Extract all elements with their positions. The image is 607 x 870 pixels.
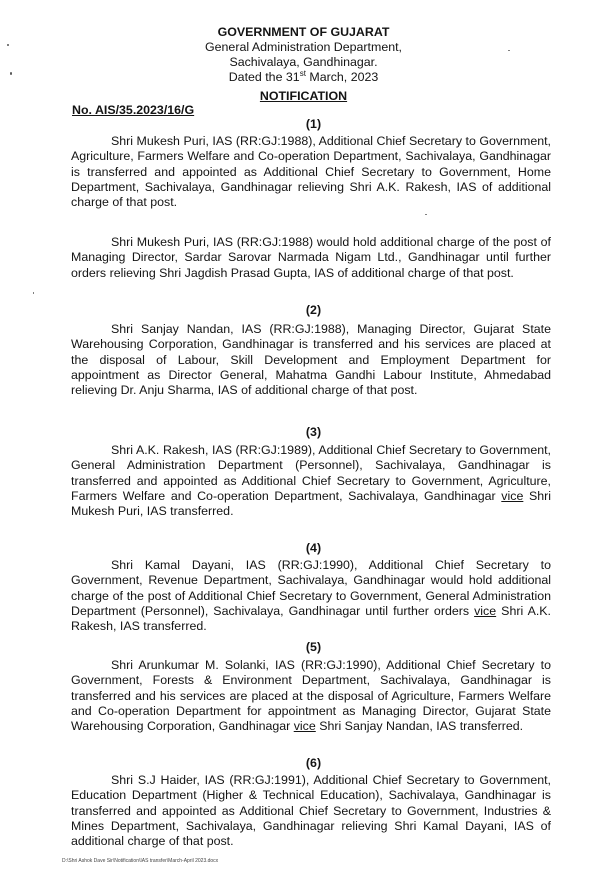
department-name: General Administration Department,: [205, 40, 402, 54]
dated-line: [0, 70, 607, 85]
office-place: Sachivalaya, Gandhinagar.: [229, 55, 378, 69]
section-number-6: (6): [305, 756, 322, 770]
section-number-4: (4): [305, 541, 322, 555]
file-path-footer: D:\Shri Ashok Dave Sir\Notification\IAS transfer\March-April 2023.docx: [62, 858, 219, 864]
date-prefix: Dated the 31: [228, 70, 300, 84]
vice-term: vice: [474, 603, 497, 618]
paragraph-text: Shri Sanjay Nandan, IAS (RR:GJ:1988), Managing Director, Gujarat State Warehousing Corporation, Gandhinagar is transferred and his services are placed at the disposal of Labour, Skill Development and Employment Department for appointment as Director General, Mahatma Gandhi Labour Institute, Ahmedabad relieving Dr. Anju Sharma, IAS of additional charge of that post.: [71, 322, 551, 398]
scan-speck: [10, 72, 12, 75]
notification-heading: NOTIFICATION: [259, 89, 348, 103]
section-5-paragraph-1: [71, 658, 551, 734]
scan-speck: [33, 292, 34, 294]
section-6-paragraph-1: [71, 773, 551, 849]
scan-speck: [425, 214, 427, 215]
paragraph-text: Shri Mukesh Puri, IAS (RR:GJ:1988) would hold additional charge of the post of Managing Director, Sardar Sarovar Narmada Nigam Ltd., Gandhinagar until further orders relieving Shri Jagdish Prasad Gupta, IAS of additional charge of that post.: [71, 235, 551, 280]
government-title: GOVERNMENT OF GUJARAT: [217, 25, 390, 39]
section-3-paragraph-1: [71, 443, 551, 519]
section-2-paragraph-1: [71, 322, 551, 398]
section-4-paragraph-1: [71, 558, 551, 634]
section-number-2: (2): [305, 303, 322, 317]
section-number-3: (3): [305, 425, 322, 439]
scan-speck: [508, 50, 510, 51]
vice-term: vice: [501, 488, 524, 503]
section-number-5: (5): [305, 640, 322, 654]
section-1-paragraph-1: [71, 134, 551, 210]
reference-number: No. AIS/35.2023/16/G: [72, 103, 195, 117]
paragraph-text: Shri Arunkumar M. Solanki, IAS (RR:GJ:1990), Additional Chief Secretary to Government, Forests & Environment Department, Sachivalaya, Gandhinagar is transferred and his services are placed at the disposal of Agriculture, Farmers Welfare and Co-operation Department for appointment as Managing Director, Gujarat State Warehousing Corporation, Gandhinagar vice Shri Sanjay Nandan, IAS transferred.: [71, 658, 551, 734]
paragraph-text: Shri A.K. Rakesh, IAS (RR:GJ:1989), Additional Chief Secretary to Government, General Administration Department (Personnel), Sachivalaya, Gandhinagar is transferred and appointed as Additional Chief Secretary to Government, Agriculture, Farmers Welfare and Co-operation Department, Sachivalaya, Gandhinagar vice Shri Mukesh Puri, IAS transferred.: [71, 443, 551, 519]
section-number-1: (1): [305, 117, 322, 131]
vice-term: vice: [293, 719, 316, 734]
date-suffix: March, 2023: [305, 70, 379, 84]
date-superscript: st: [299, 68, 306, 78]
paragraph-text: Shri S.J Haider, IAS (RR:GJ:1991), Additional Chief Secretary to Government, Education Department (Higher & Technical Education), Sachivalaya, Gandhinagar is transferred and appointed as Additional Chief Secretary to Government, Industries & Mines Department, Sachivalaya, Gandhinagar relieving Shri Kamal Dayani, IAS of additional charge of that post.: [71, 773, 551, 849]
section-1-paragraph-2: [71, 235, 551, 281]
paragraph-text: Shri Mukesh Puri, IAS (RR:GJ:1988), Additional Chief Secretary to Government, Agriculture, Farmers Welfare and Co-operation Department, Sachivalaya, Gandhinagar is transferred and appointed as Additional Chief Secretary to Government, Home Department, Sachivalaya, Gandhinagar relieving Shri A.K. Rakesh, IAS of additional charge of that post.: [71, 134, 551, 210]
paragraph-text: Shri Kamal Dayani, IAS (RR:GJ:1990), Additional Chief Secretary to Government, Revenue Department, Sachivalaya, Gandhinagar would hold additional charge of the post of Additional Chief Secretary to Government, General Administration Department (Personnel), Sachivalaya, Gandhinagar until further orders vice Shri A.K. Rakesh, IAS transferred.: [71, 558, 551, 634]
scan-speck: [7, 44, 9, 46]
